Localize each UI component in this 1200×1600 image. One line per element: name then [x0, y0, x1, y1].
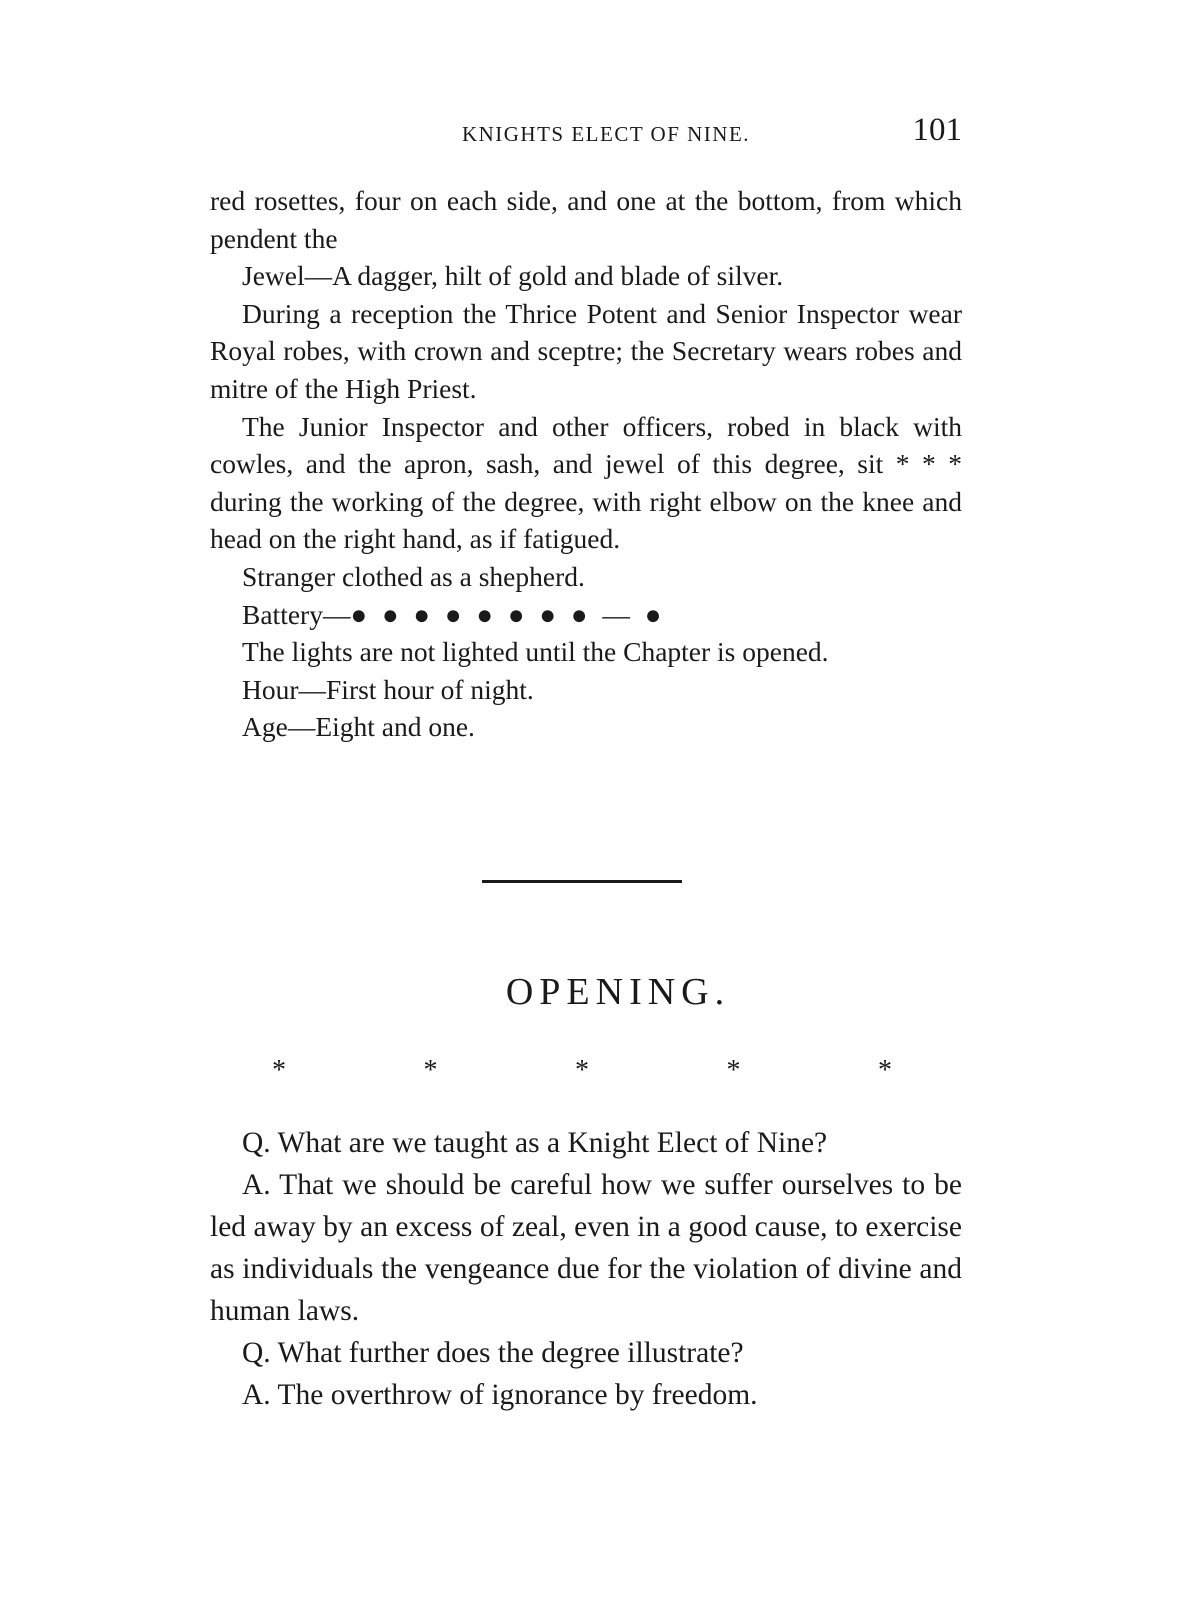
battery-marks: ● ● ● ● ● ● ● ● — ●	[350, 598, 666, 630]
answer-1: A. That we should be careful how we suffer ourselves to be led away by an excess of zeal, even in a good cause, to exercise as individuals the vengeance due for the violation of divine and human laws.	[210, 1169, 962, 1327]
paragraph-jewel: Jewel—A dagger, hilt of gold and blade of silver.	[242, 260, 784, 292]
asterisk: *	[423, 1055, 438, 1086]
running-title: KNIGHTS ELECT OF NINE.	[461, 122, 751, 146]
paragraph-reception: During a reception the Thrice Potent and Senior Inspector wear Royal robes, with crown and sceptre; the Secretary wears robes and mitre of the High Priest.	[210, 297, 962, 404]
body-text	[210, 182, 962, 746]
asterisk: *	[878, 1055, 892, 1086]
asterisk: *	[575, 1055, 589, 1086]
running-head	[210, 112, 962, 152]
paragraph-stranger: Stranger clothed as a shepherd.	[242, 560, 585, 592]
paragraph-junior-inspector: The Junior Inspector and other officers, robed in black with cowles, and the apron, sash, and jewel of this degree, sit * * * during the working of the degree, with right elbow on the knee and head on the right hand, as if fatigued.	[210, 410, 962, 555]
section-divider-rule	[482, 880, 682, 883]
asterism	[272, 1055, 892, 1087]
question-1: Q. What are we taught as a Knight Elect of Nine?	[242, 1127, 828, 1159]
catechism	[210, 1122, 962, 1416]
battery-label: Battery—	[242, 598, 351, 630]
paragraph-rosettes: red rosettes, four on each side, and one at the bottom, from which pendent the	[210, 185, 962, 254]
paragraph-hour: Hour—First hour of night.	[242, 673, 534, 705]
answer-2: A. The overthrow of ignorance by freedom.	[242, 1379, 758, 1411]
asterisk: *	[726, 1055, 741, 1086]
question-2: Q. What further does the degree illustrate?	[242, 1337, 744, 1369]
page-number: 101	[912, 112, 962, 148]
section-heading: OPENING.	[505, 971, 731, 1013]
paragraph-battery	[210, 596, 962, 634]
paragraph-age: Age—Eight and one.	[242, 711, 475, 743]
asterisk: *	[272, 1055, 286, 1086]
paragraph-lights: The lights are not lighted until the Chapter is opened.	[242, 636, 829, 668]
